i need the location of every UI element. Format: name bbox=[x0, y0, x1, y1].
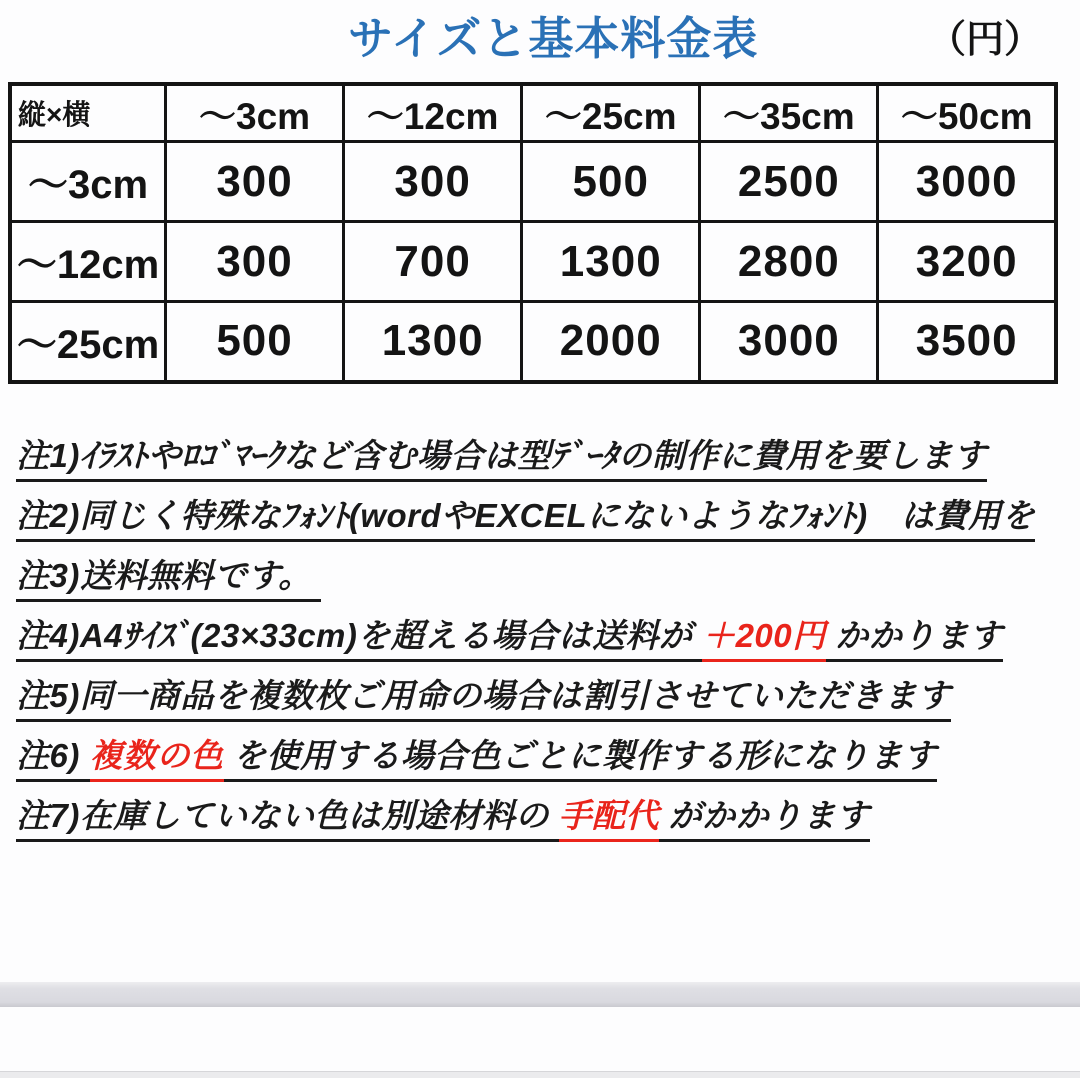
note-line bbox=[16, 730, 1072, 773]
row-header: ～3cm bbox=[10, 142, 166, 222]
price-cell: 2000 bbox=[522, 302, 700, 382]
note-line bbox=[16, 490, 1072, 533]
note-segment: 注3)送料無料です。 bbox=[16, 557, 321, 602]
row-header: ～12cm bbox=[10, 222, 166, 302]
price-cell: 3000 bbox=[878, 142, 1056, 222]
price-cell: 3200 bbox=[878, 222, 1056, 302]
note-line bbox=[16, 430, 1072, 473]
note-line bbox=[16, 670, 1072, 713]
note-segment: を使用する場合色ごとに製作する形になります bbox=[224, 737, 937, 782]
bottom-edge-divider bbox=[0, 1071, 1080, 1078]
table-row bbox=[10, 222, 1056, 302]
price-cell: 300 bbox=[166, 222, 344, 302]
column-header: ～12cm bbox=[344, 84, 522, 142]
price-cell: 2500 bbox=[700, 142, 878, 222]
column-header: ～35cm bbox=[700, 84, 878, 142]
note-segment-highlight: 手配代 bbox=[559, 797, 660, 842]
price-table bbox=[8, 82, 1058, 384]
table-corner-header: 縦×横 bbox=[10, 84, 166, 142]
note-segment: 注7)在庫していない色は別途材料の bbox=[16, 797, 559, 842]
column-header: ～3cm bbox=[166, 84, 344, 142]
note-segment: 注5)同一商品を複数枚ご用命の場合は割引させていただきます bbox=[16, 677, 951, 722]
price-cell: 3500 bbox=[878, 302, 1056, 382]
price-cell: 1300 bbox=[522, 222, 700, 302]
table-header-row bbox=[10, 84, 1056, 142]
price-cell: 2800 bbox=[700, 222, 878, 302]
note-segment: かかります bbox=[826, 617, 1003, 662]
table-row bbox=[10, 142, 1056, 222]
note-segment-highlight: 複数の色 bbox=[90, 737, 224, 782]
price-cell: 3000 bbox=[700, 302, 878, 382]
price-cell: 300 bbox=[166, 142, 344, 222]
note-segment: 注6) bbox=[16, 737, 90, 782]
note-line bbox=[16, 790, 1072, 833]
table-row bbox=[10, 302, 1056, 382]
note-line bbox=[16, 550, 1072, 593]
note-segment: 注2)同じく特殊なﾌｫﾝﾄ(wordやEXCELにないようなﾌｫﾝﾄ) は費用を bbox=[16, 497, 1035, 542]
row-header: ～25cm bbox=[10, 302, 166, 382]
note-segment: 注1)ｲﾗｽﾄやﾛｺﾞﾏｰｸなど含む場合は型ﾃﾞｰﾀの制作に費用を要します bbox=[16, 437, 987, 482]
column-header: ～50cm bbox=[878, 84, 1056, 142]
price-cell: 500 bbox=[522, 142, 700, 222]
page-title: サイズと基本料金表 bbox=[348, 13, 759, 64]
column-header: ～25cm bbox=[522, 84, 700, 142]
unit-label: （円） bbox=[928, 19, 1043, 61]
note-segment: がかかります bbox=[659, 797, 870, 842]
price-cell: 300 bbox=[344, 142, 522, 222]
horizontal-scrollbar-track[interactable] bbox=[0, 982, 1080, 1007]
price-cell: 700 bbox=[344, 222, 522, 302]
notes-section bbox=[16, 430, 1072, 850]
note-line bbox=[16, 610, 1072, 653]
price-cell: 1300 bbox=[344, 302, 522, 382]
note-segment-highlight: ＋200円 bbox=[702, 617, 826, 662]
note-segment: 注4)A4ｻｲｽﾞ(23×33cm)を超える場合は送料が bbox=[16, 617, 702, 662]
price-cell: 500 bbox=[166, 302, 344, 382]
